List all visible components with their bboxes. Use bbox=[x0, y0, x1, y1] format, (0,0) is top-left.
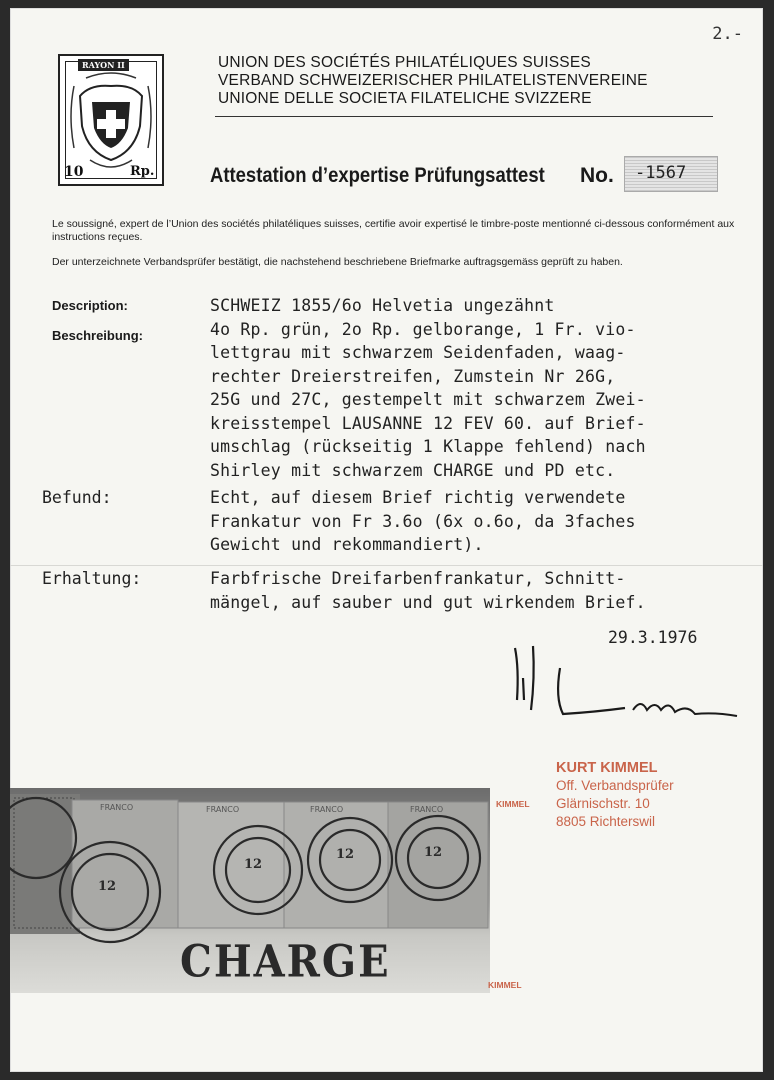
intro-text-de: Der unterzeichnete Verbandsprüfer bestätigt, die nachstehend beschriebene Briefmarke auftragsgemäss geprüft zu haben. bbox=[52, 256, 623, 268]
beschreibung-label: Beschreibung: bbox=[52, 328, 144, 343]
svg-text:FRANCO: FRANCO bbox=[410, 805, 444, 814]
svg-text:FRANCO: FRANCO bbox=[310, 805, 344, 814]
expert-city: 8805 Richterswil bbox=[556, 814, 656, 829]
fold-line bbox=[10, 565, 763, 566]
cover-photo bbox=[10, 788, 490, 993]
certificate-sheet bbox=[10, 8, 763, 1072]
description-text: SCHWEIZ 1855/6o Helvetia ungezähnt 4o Rp. grün, 2o Rp. gelborange, 1 Fr. vio- lettgrau mit schwarzem Seidenfaden, waag- rechter Dreierstreifen, Zumstein Nr 26G, 25G und 27C, gestempelt mit schwarzem Zwei- kreisstempel LAUSANNE 12 FEV 60. auf Brief- umschlag (rückseitig 1 Klappe fehlend) nach Shirley mit schwarzem CHARGE und PD etc. bbox=[210, 296, 646, 480]
erhaltung-label: Erhaltung: bbox=[42, 569, 142, 588]
charge-marking: CHARGE bbox=[180, 935, 391, 988]
union-name-de: VERBAND SCHWEIZERISCHER PHILATELISTENVEREINE bbox=[218, 72, 648, 89]
kimmel-backstamp-top: KIMMEL bbox=[496, 799, 530, 809]
expert-title: Off. Verbandsprüfer bbox=[556, 778, 674, 793]
certificate-number: -1567 bbox=[635, 163, 687, 183]
befund-label: Befund: bbox=[42, 488, 112, 507]
number-label: No. bbox=[580, 164, 614, 187]
expert-name: KURT KIMMEL bbox=[556, 760, 658, 776]
svg-text:12: 12 bbox=[424, 845, 443, 860]
befund-text: Echt, auf diesem Brief richtig verwendete Frankatur von Fr 3.6o (6x o.6o, da 3faches Gewicht und rekommandiert). bbox=[210, 488, 636, 554]
intro-text-fr: Le soussigné, expert de l’Union des sociétés philatéliques suisses, certifie avoir expertisé le timbre-poste mentionné ci-dessous conformément aux instructions reçues. bbox=[52, 218, 735, 243]
logo-value-label: 10 Rp. bbox=[64, 164, 155, 180]
union-name-fr: UNION DES SOCIÉTÉS PHILATÉLIQUES SUISSES bbox=[218, 54, 591, 71]
svg-text:12: 12 bbox=[244, 857, 263, 872]
rayon-stamp-logo bbox=[58, 54, 164, 186]
erhaltung-text: Farbfrische Dreifarbenfrankatur, Schnitt- mängel, auf sauber und gut wirkendem Brief. bbox=[210, 569, 646, 612]
expert-address-stamp bbox=[556, 759, 674, 831]
kimmel-backstamp-bottom: KIMMEL bbox=[488, 980, 522, 990]
union-header bbox=[218, 54, 648, 108]
expert-street: Glärnischstr. 10 bbox=[556, 796, 650, 811]
expert-signature bbox=[505, 638, 745, 728]
svg-text:FRANCO: FRANCO bbox=[206, 805, 240, 814]
svg-text:FRANCO: FRANCO bbox=[100, 803, 134, 812]
union-name-it: UNIONE DELLE SOCIETA FILATELICHE SVIZZERE bbox=[218, 90, 592, 107]
attestation-title: Attestation d’expertise Prüfungsattest bbox=[210, 164, 545, 187]
svg-text:12: 12 bbox=[336, 847, 355, 862]
certificate-number-box bbox=[624, 156, 718, 192]
certificate-date: 29.3.1976 bbox=[608, 628, 698, 647]
corner-number: 2.- bbox=[712, 24, 743, 44]
description-label: Description: bbox=[52, 298, 128, 313]
header-divider bbox=[215, 116, 713, 117]
svg-text:12: 12 bbox=[98, 879, 117, 894]
logo-rayon-label: RAYON II bbox=[78, 59, 129, 71]
